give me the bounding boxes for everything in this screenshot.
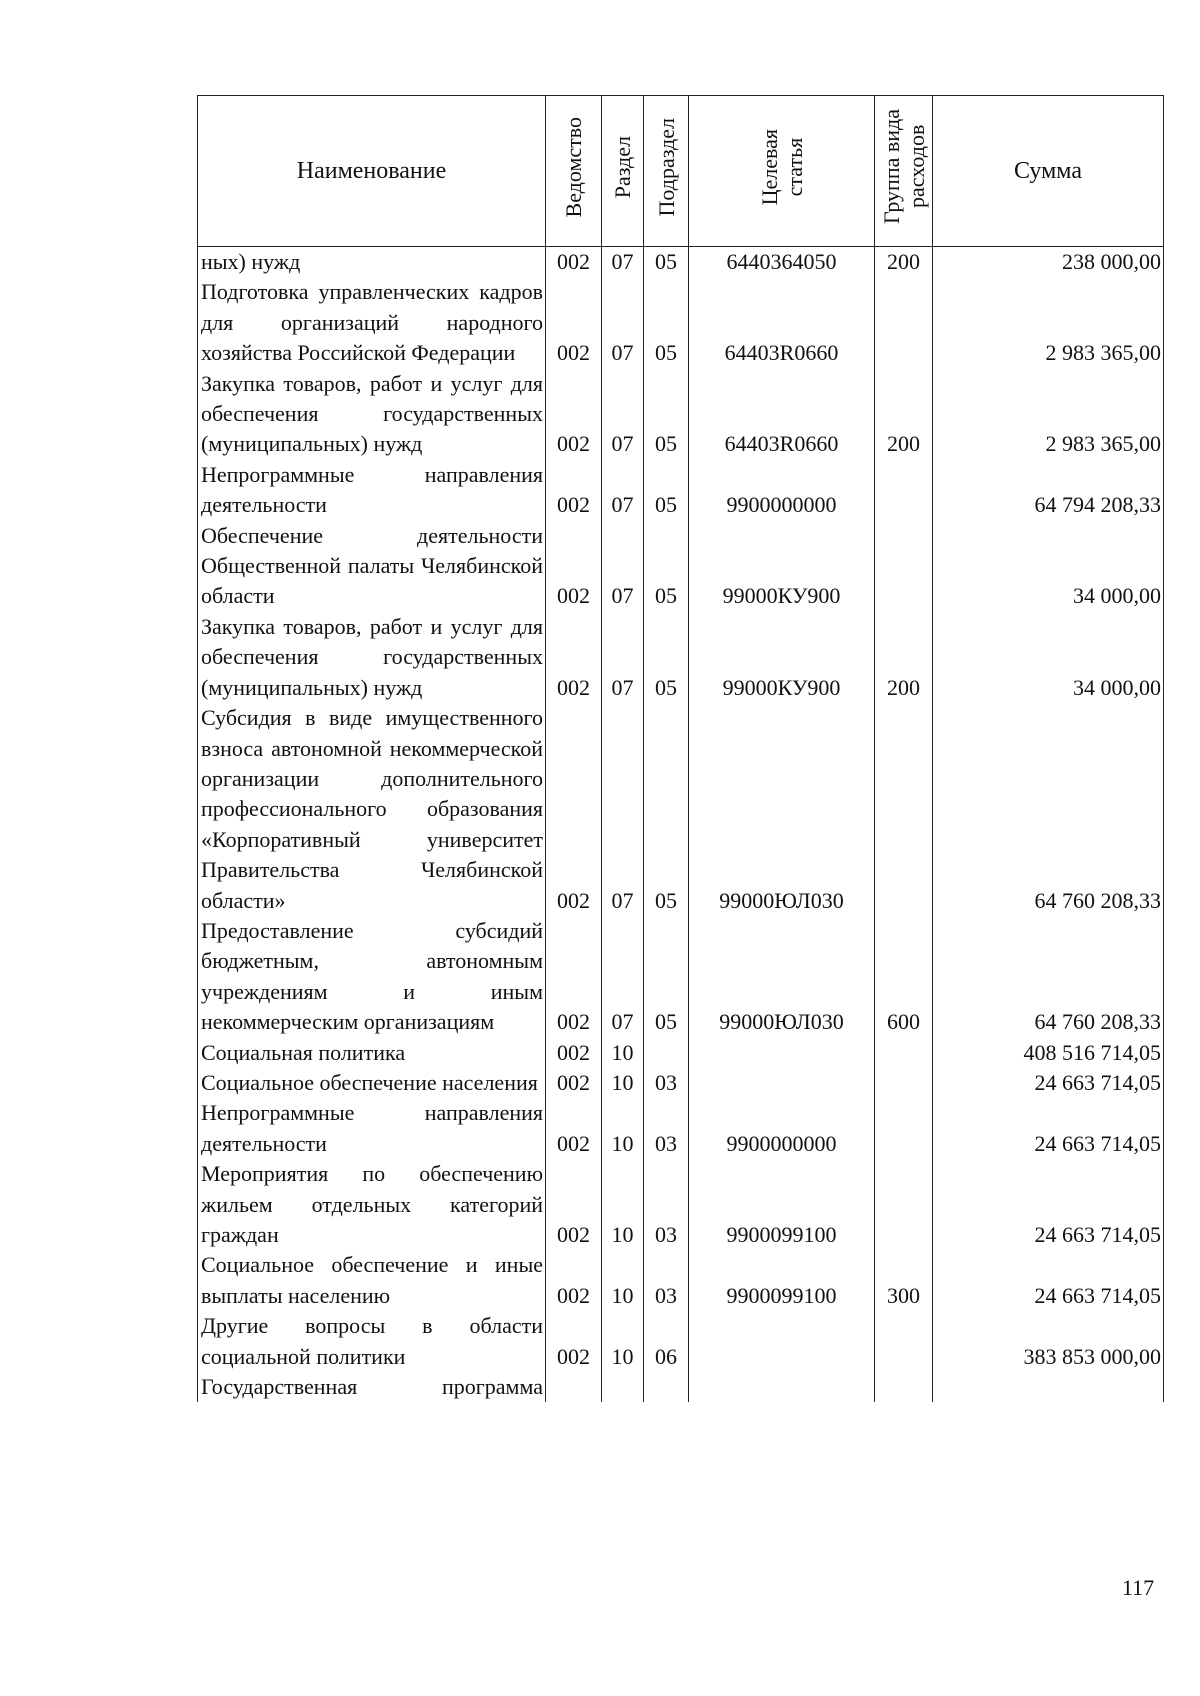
row-vedomstvo: 002: [546, 277, 602, 368]
table-header: [198, 96, 1164, 247]
row-summa: 24 663 714,05: [933, 1159, 1164, 1250]
row-name: Обеспечение деятельности Общественной палаты Челябинской области: [198, 521, 546, 612]
table-row: [198, 612, 1164, 703]
row-razdel: 10: [602, 1250, 644, 1311]
row-celevaya-statya: 99000ЮЛ030: [689, 703, 875, 916]
row-celevaya-statya: 99000КУ900: [689, 521, 875, 612]
row-vedomstvo: 002: [546, 1068, 602, 1098]
row-podrazdel: 05: [644, 460, 689, 521]
row-razdel: 07: [602, 612, 644, 703]
table-row: [198, 1068, 1164, 1098]
row-razdel: 10: [602, 1311, 644, 1372]
row-name: Закупка товаров, работ и услуг для обеспечения государственных (муниципальных) нужд: [198, 612, 546, 703]
row-podrazdel: 05: [644, 703, 689, 916]
row-name: Непрограммные направления деятельности: [198, 1098, 546, 1159]
header-celevaya-label: [757, 129, 807, 205]
table-row: [198, 703, 1164, 916]
row-podrazdel: 06: [644, 1311, 689, 1372]
row-summa: 383 853 000,00: [933, 1311, 1164, 1372]
row-podrazdel: [644, 1372, 689, 1402]
row-celevaya-statya: 99000КУ900: [689, 612, 875, 703]
row-vedomstvo: 002: [546, 1098, 602, 1159]
table-row: [198, 916, 1164, 1038]
row-vedomstvo: 002: [546, 916, 602, 1038]
header-celevaya-line2: статья: [781, 137, 807, 197]
row-gruppa: [875, 1372, 933, 1402]
table-row: [198, 1098, 1164, 1159]
header-gruppa-line1: Группа вида: [878, 109, 904, 225]
row-razdel: 07: [602, 247, 644, 278]
row-gruppa: 200: [875, 247, 933, 278]
row-summa: 2 983 365,00: [933, 277, 1164, 368]
row-gruppa: 600: [875, 916, 933, 1038]
row-name: Подготовка управленческих кадров для организаций народного хозяйства Российской Федерации: [198, 277, 546, 368]
row-gruppa: [875, 277, 933, 368]
row-name: Субсидия в виде имущественного взноса автономной некоммерческой организации дополнительного профессионального образования «Корпоративный университет Правительства Челябинской области»: [198, 703, 546, 916]
row-gruppa: 300: [875, 1250, 933, 1311]
row-summa: 64 760 208,33: [933, 916, 1164, 1038]
row-gruppa: 200: [875, 369, 933, 460]
row-vedomstvo: 002: [546, 612, 602, 703]
row-podrazdel: 05: [644, 521, 689, 612]
row-summa: 24 663 714,05: [933, 1098, 1164, 1159]
table-row: [198, 1311, 1164, 1372]
row-razdel: 07: [602, 703, 644, 916]
table-row: [198, 460, 1164, 521]
table-row: [198, 1372, 1164, 1402]
document-page: [197, 95, 1164, 1402]
row-summa: [933, 1372, 1164, 1402]
row-vedomstvo: 002: [546, 247, 602, 278]
row-podrazdel: 03: [644, 1159, 689, 1250]
row-podrazdel: 05: [644, 277, 689, 368]
row-razdel: 10: [602, 1038, 644, 1068]
row-celevaya-statya: 9900000000: [689, 460, 875, 521]
row-celevaya-statya: 9900000000: [689, 1098, 875, 1159]
row-razdel: 10: [602, 1068, 644, 1098]
row-summa: 64 794 208,33: [933, 460, 1164, 521]
row-celevaya-statya: [689, 1038, 875, 1068]
table-row: [198, 521, 1164, 612]
row-name: Непрограммные направления деятельности: [198, 460, 546, 521]
row-gruppa: [875, 1098, 933, 1159]
row-name: ных) нужд: [198, 247, 546, 278]
header-name: Наименование: [198, 96, 546, 247]
header-podrazdel: [644, 96, 689, 247]
row-vedomstvo: 002: [546, 1250, 602, 1311]
row-name: Мероприятия по обеспечению жильем отдельных категорий граждан: [198, 1159, 546, 1250]
row-vedomstvo: 002: [546, 521, 602, 612]
header-podrazdel-label: Подраздел: [653, 117, 679, 217]
row-celevaya-statya: 6440364050: [689, 247, 875, 278]
row-summa: 34 000,00: [933, 521, 1164, 612]
row-name: Предоставление субсидий бюджетным, автономным учреждениям и иным некоммерческим организациям: [198, 916, 546, 1038]
row-podrazdel: 03: [644, 1068, 689, 1098]
row-gruppa: [875, 1159, 933, 1250]
header-gruppa-line2: расходов: [903, 125, 929, 209]
row-gruppa: [875, 703, 933, 916]
row-gruppa: [875, 1068, 933, 1098]
row-gruppa: [875, 1311, 933, 1372]
table-row: [198, 1250, 1164, 1311]
row-vedomstvo: 002: [546, 369, 602, 460]
row-celevaya-statya: 99000ЮЛ030: [689, 916, 875, 1038]
header-vedomstvo: [546, 96, 602, 247]
row-razdel: 07: [602, 460, 644, 521]
row-vedomstvo: 002: [546, 1311, 602, 1372]
row-celevaya-statya: 9900099100: [689, 1250, 875, 1311]
row-vedomstvo: 002: [546, 460, 602, 521]
row-podrazdel: 03: [644, 1250, 689, 1311]
row-name: Государственная программа: [198, 1372, 546, 1402]
row-name: Другие вопросы в области социальной политики: [198, 1311, 546, 1372]
row-gruppa: [875, 1038, 933, 1068]
row-razdel: 07: [602, 521, 644, 612]
table-row: [198, 1159, 1164, 1250]
header-razdel-label: Раздел: [610, 135, 635, 198]
row-vedomstvo: 002: [546, 1038, 602, 1068]
table-body: [198, 247, 1164, 1403]
row-podrazdel: 05: [644, 612, 689, 703]
row-vedomstvo: [546, 1372, 602, 1402]
row-summa: 34 000,00: [933, 612, 1164, 703]
row-celevaya-statya: 64403R0660: [689, 277, 875, 368]
row-summa: 238 000,00: [933, 247, 1164, 278]
row-gruppa: 200: [875, 612, 933, 703]
header-gruppa-vida-rashodov: [875, 96, 933, 247]
row-razdel: 07: [602, 277, 644, 368]
row-celevaya-statya: [689, 1068, 875, 1098]
table-row: [198, 369, 1164, 460]
row-razdel: 10: [602, 1159, 644, 1250]
row-podrazdel: 05: [644, 369, 689, 460]
header-gruppa-label: [879, 109, 929, 224]
row-podrazdel: 03: [644, 1098, 689, 1159]
row-celevaya-statya: 9900099100: [689, 1159, 875, 1250]
row-name: Закупка товаров, работ и услуг для обеспечения государственных (муниципальных) нужд: [198, 369, 546, 460]
row-vedomstvo: 002: [546, 1159, 602, 1250]
row-summa: 64 760 208,33: [933, 703, 1164, 916]
page-number: 117: [1122, 1575, 1155, 1600]
row-razdel: 07: [602, 916, 644, 1038]
row-gruppa: [875, 460, 933, 521]
table-row: [198, 277, 1164, 368]
row-razdel: [602, 1372, 644, 1402]
row-name: Социальное обеспечение и иные выплаты населению: [198, 1250, 546, 1311]
row-name: Социальное обеспечение населения: [198, 1068, 546, 1098]
row-podrazdel: 05: [644, 916, 689, 1038]
header-celevaya-line1: Целевая: [756, 128, 782, 205]
row-gruppa: [875, 521, 933, 612]
row-vedomstvo: 002: [546, 703, 602, 916]
row-razdel: 10: [602, 1098, 644, 1159]
header-summa: Сумма: [933, 96, 1164, 247]
header-vedomstvo-label: Ведомство: [561, 116, 586, 218]
row-celevaya-statya: 64403R0660: [689, 369, 875, 460]
row-summa: 2 983 365,00: [933, 369, 1164, 460]
row-name: Социальная политика: [198, 1038, 546, 1068]
row-razdel: 07: [602, 369, 644, 460]
table-row: [198, 247, 1164, 278]
row-celevaya-statya: [689, 1372, 875, 1402]
table-row: [198, 1038, 1164, 1068]
row-summa: 24 663 714,05: [933, 1068, 1164, 1098]
row-summa: 24 663 714,05: [933, 1250, 1164, 1311]
row-summa: 408 516 714,05: [933, 1038, 1164, 1068]
row-celevaya-statya: [689, 1311, 875, 1372]
header-razdel: [602, 96, 644, 247]
row-podrazdel: 05: [644, 247, 689, 278]
row-podrazdel: [644, 1038, 689, 1068]
budget-table: [197, 95, 1164, 1402]
header-celevaya-statya: [689, 96, 875, 247]
